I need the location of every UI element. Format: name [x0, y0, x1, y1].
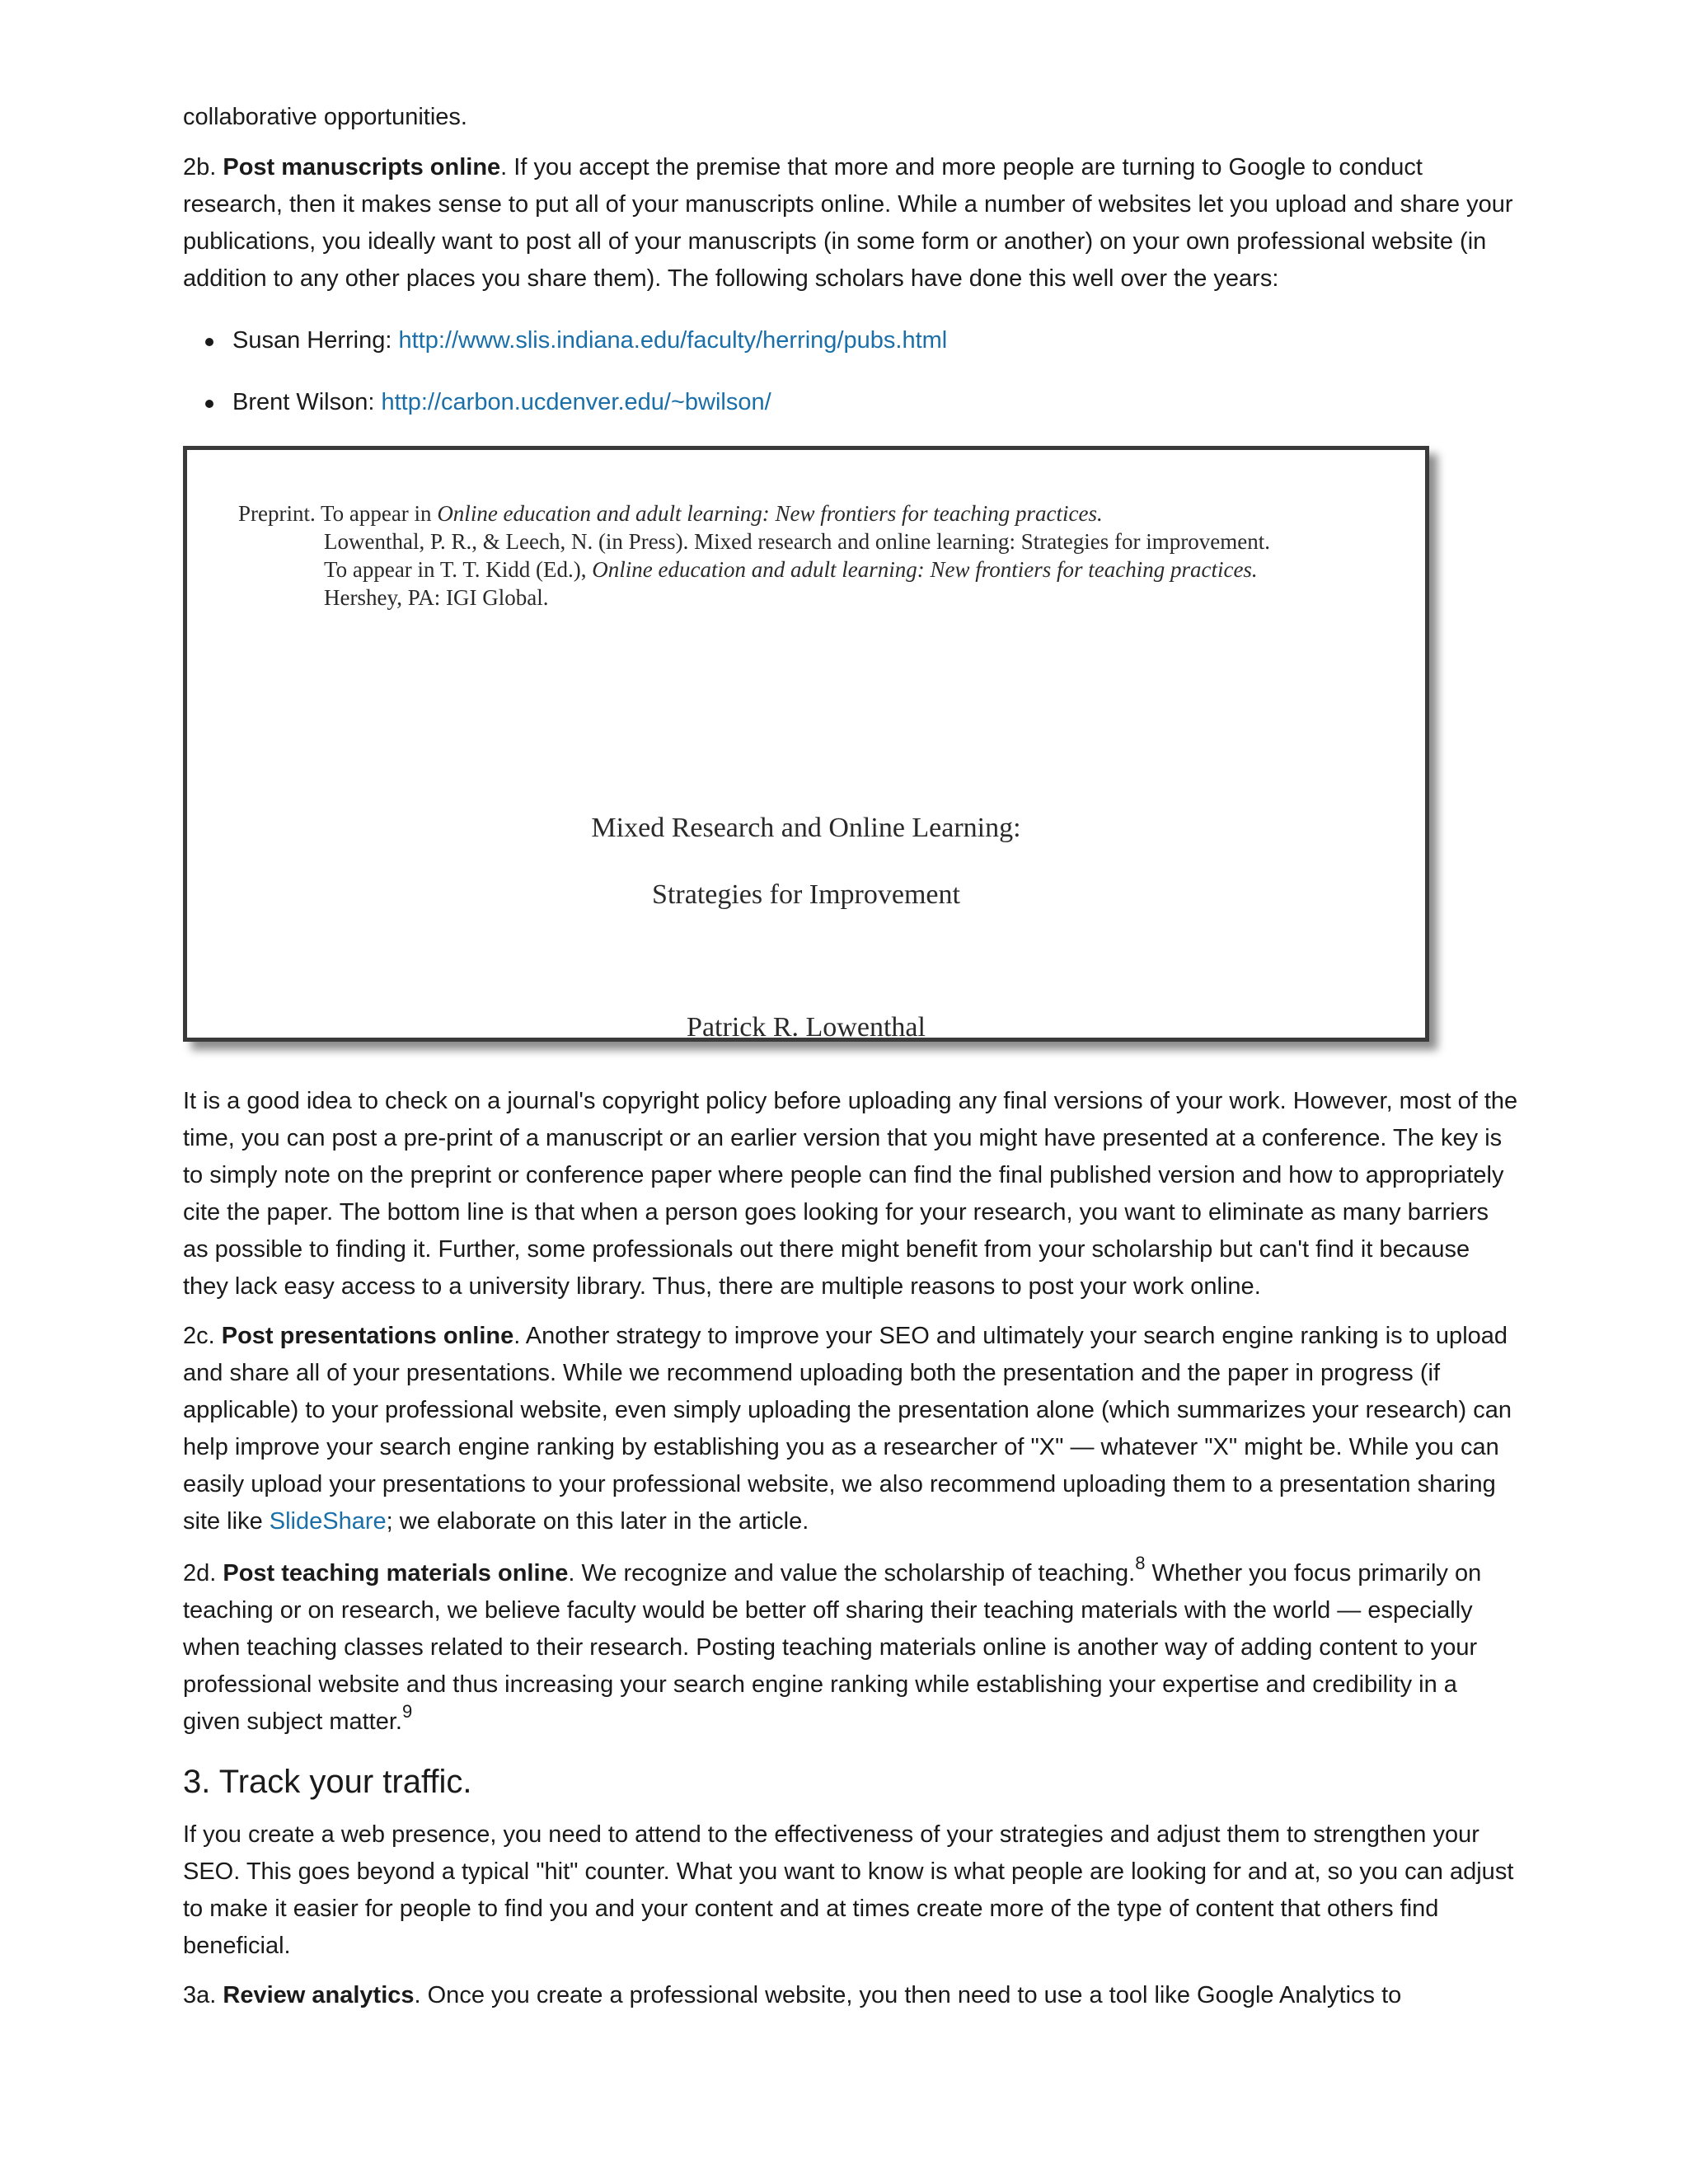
list-item [183, 384, 1518, 421]
section-2b-prefix: 2b. [183, 154, 223, 180]
preprint-line: Preprint. To appear in Online education and adult learning: New frontiers for teaching practices. [238, 501, 1103, 526]
section-2d-prefix: 2d. [183, 1560, 223, 1586]
section-3a-body: . Once you create a professional website, you then need to use a tool like Google Analytics to [414, 1982, 1402, 2008]
section-2c-body: . Another strategy to improve your SEO and ultimately your search engine ranking is to upload and share all of your presentations. While we recommend uploading both the presentation and the paper in progress (if applicable) to your professional website, even simply uploading the presentation alone (which summarizes your research) can help improve your search engine ranking by establishing you as a researcher of "X" — whatever "X" might be. While you can easily upload your presentations to your professional website, we also recommend uploading them to a presentation sharing site like [183, 1323, 1512, 1535]
scholar-label: Susan Herring: [232, 327, 399, 354]
section-2d-body: . We recognize and value the scholarship of teaching. [568, 1560, 1136, 1586]
section-3a-heading: Review analytics [223, 1982, 415, 2008]
scholar-link[interactable]: http://www.slis.indiana.edu/faculty/herring/pubs.html [398, 327, 948, 354]
intro-tail-paragraph: collaborative opportunities. [183, 104, 467, 130]
section-3a-paragraph [183, 1977, 1518, 2014]
preprint-line: To appear in T. T. Kidd (Ed.), Online education and adult learning: New frontiers for teaching practices. [324, 557, 1258, 582]
preprint-header [238, 499, 1270, 612]
section-2c-tail: ; we elaborate on this later in the article. [386, 1508, 809, 1535]
scholar-link[interactable]: http://carbon.ucdenver.edu/~bwilson/ [381, 389, 771, 415]
section-2d-body-cont: Whether you focus primarily on teaching or on research, we believe faculty would be better off sharing their teaching materials with the world — especially when teaching classes related to their research. Posting teaching materials online is another way of adding content to your professional website and thus increasing your search engine ranking while establishing your expertise and credibility in a given subject matter. [183, 1560, 1482, 1735]
manuscript-subtitle: Strategies for Improvement [652, 879, 960, 910]
section-3a-prefix: 3a. [183, 1982, 223, 2008]
slideshare-link[interactable]: SlideShare [269, 1508, 387, 1535]
preprint-line: Lowenthal, P. R., & Leech, N. (in Press). Mixed research and online learning: Strategies for improvement. [324, 529, 1270, 554]
list-item [183, 322, 1518, 359]
footnote-ref[interactable]: 9 [401, 1701, 413, 1722]
copyright-paragraph: It is a good idea to check on a journal's copyright policy before uploading any final versions of your work. However, most of the time, you can post a pre-print of a manuscript or an earlier version that you might have presented at a conference. The key is to simply note on the preprint or conference paper where people can find the final published version and how to appropriately cite the paper. The bottom line is that when a person goes looking for your research, you want to eliminate as many barriers as possible to finding it. Further, some professionals out there might benefit from your scholarship but can't find it because they lack easy access to a university library. Thus, there are multiple reasons to post your work online. [183, 1088, 1518, 1300]
section-3-heading: 3. Track your traffic. [183, 1764, 472, 1800]
section-2b-body: . If you accept the premise that more and more people are turning to Google to conduct research, then it makes sense to put all of your manuscripts online. While a number of websites let you upload and share your publications, you ideally want to post all of your manuscripts (in some form or another) on your own professional website (in addition to any other places you share them). The following scholars have done this well over the years: [183, 154, 1513, 292]
section-2b-paragraph [183, 149, 1518, 298]
scholar-list [183, 322, 1518, 421]
section-2c-prefix: 2c. [183, 1323, 222, 1349]
bullet-icon [205, 338, 213, 346]
manuscript-author: Patrick R. Lowenthal [687, 1012, 926, 1042]
section-2b-heading: Post manuscripts online [223, 154, 501, 180]
bullet-icon [205, 400, 213, 408]
scholar-label: Brent Wilson: [232, 389, 382, 415]
section-2c-paragraph [183, 1318, 1518, 1540]
section-2c-heading: Post presentations online [221, 1323, 514, 1349]
document-page [183, 99, 1518, 2014]
footnote-ref[interactable]: 8 [1135, 1553, 1146, 1573]
manuscript-title: Mixed Research and Online Learning: [591, 813, 1021, 843]
section-2d-paragraph [183, 1555, 1518, 1741]
manuscript-preview-image [183, 446, 1429, 1042]
section-2d-heading: Post teaching materials online [223, 1560, 569, 1586]
section-3-paragraph: If you create a web presence, you need to attend to the effectiveness of your strategies and adjust them to strengthen your SEO. This goes beyond a typical "hit" counter. What you want to know is what people are looking for and at, so you can adjust to make it easier for people to find you and your content and at times create more of the type of content that others find beneficial. [183, 1821, 1514, 1959]
preprint-line: Hershey, PA: IGI Global. [324, 585, 549, 610]
